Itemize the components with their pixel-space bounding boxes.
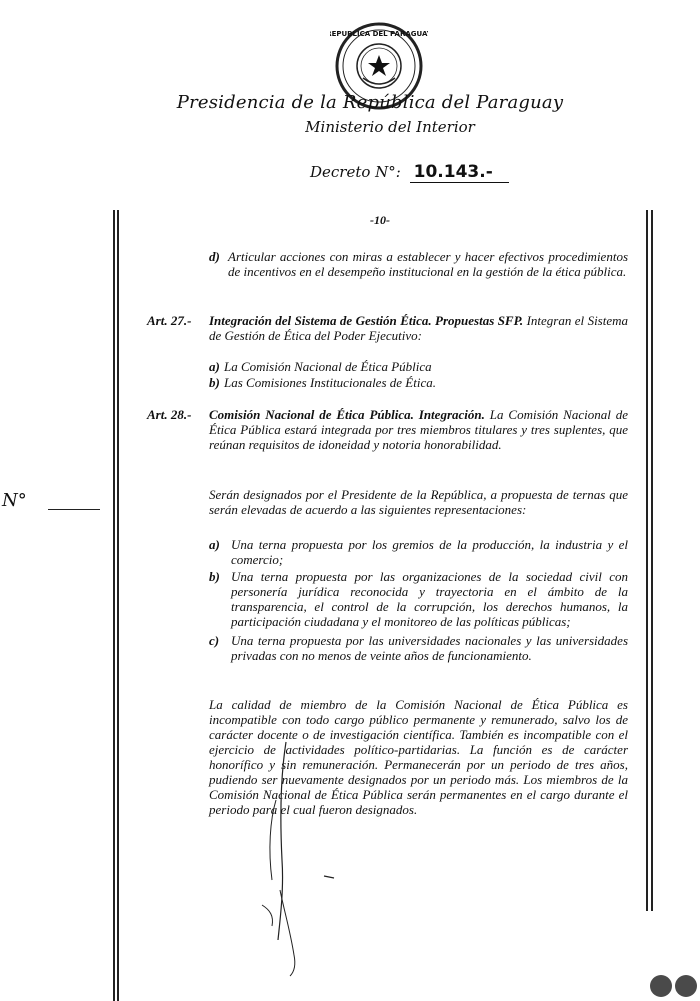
art27-item-a-letter: a) bbox=[209, 359, 220, 374]
decree-number: 10.143.- bbox=[410, 162, 509, 183]
item-d-text: Articular acciones con miras a establecer y hacer efectivos procedimientos de incentivos en el desempeño institucional en la gestión de la ética pública. bbox=[228, 249, 628, 279]
margin-number-line bbox=[48, 509, 100, 510]
margin-number-label: N° bbox=[2, 490, 27, 511]
art28-item-a-text: Una terna propuesta por los gremios de la producción, la industria y el comercio; bbox=[231, 537, 628, 567]
item-d-letter: d) bbox=[209, 249, 220, 264]
page-number: -10- bbox=[370, 213, 390, 227]
right-margin-line-2 bbox=[651, 210, 653, 911]
art28-item-b-letter: b) bbox=[209, 569, 220, 584]
art27-label: Art. 27.- bbox=[147, 313, 192, 328]
seal-text: REPUBLICA DEL PARAGUAY bbox=[330, 30, 428, 38]
art28-item-b-text: Una terna propuesta por las organizaciones de la sociedad civil con personería jurídica reconocida y trayectoria en el ámbito de la transparencia, el control de la corrupción, los derechos humanos, la participación ciudadana y el monitoreo de las políticas públicas; bbox=[231, 569, 628, 629]
art28-label: Art. 28.- bbox=[147, 407, 192, 422]
art28-item-c-text: Una terna propuesta por las universidades nacionales y las universidades privadas con no menos de veinte años de funcionamiento. bbox=[231, 633, 628, 663]
art28-item-a-letter: a) bbox=[209, 537, 220, 552]
art27-title: Integración del Sistema de Gestión Ética. Propuestas SFP. bbox=[209, 313, 524, 328]
footer-circle-icon bbox=[650, 975, 672, 997]
art27-item-b-letter: b) bbox=[209, 375, 220, 390]
left-margin-line-2 bbox=[117, 210, 119, 1001]
footer-circle-icon-2 bbox=[675, 975, 697, 997]
art28-title: Comisión Nacional de Ética Pública. Integración. bbox=[209, 407, 485, 422]
decree-header bbox=[310, 162, 509, 183]
art27-paragraph bbox=[209, 313, 628, 343]
art28-text: La Comisión Nacional de Ética Pública estará integrada por tres miembros titulares y tres suplentes, que reúnan requisitos de idoneidad y notoria honorabilidad. bbox=[209, 407, 628, 452]
art28-para3: La calidad de miembro de la Comisión Nacional de Ética Pública es incompatible con todo cargo público permanente y remunerado, salvo los de carácter docente o de investigación científica. También es incompatible con el ejercicio de actividades político-partidarias. La función es de carácter honorífico y sin remuneración. Permanecerán por un periodo de tres años, pudiendo ser nuevamente designados por un periodo más. Los miembros de la Comisión Nacional de Ética Pública serán permanentes en el cargo durante el periodo para el cual fueron designados. bbox=[209, 697, 628, 817]
letterhead-ministry: Ministerio del Interior bbox=[305, 118, 475, 136]
art27-item-b-text: Las Comisiones Institucionales de Ética. bbox=[224, 375, 436, 390]
art28-item-c-letter: c) bbox=[209, 633, 220, 648]
art28-para2: Serán designados por el Presidente de la República, a propuesta de ternas que serán elevadas de acuerdo a las siguientes representaciones: bbox=[209, 487, 628, 517]
signature-mark bbox=[250, 740, 370, 980]
right-margin-line bbox=[646, 210, 648, 911]
art28-paragraph bbox=[209, 407, 628, 452]
left-margin-line bbox=[113, 210, 115, 1001]
art27-text: Integran el Sistema de Gestión de Ética del Poder Ejecutivo: bbox=[209, 313, 629, 343]
decree-label: Decreto N°: bbox=[310, 163, 401, 181]
letterhead-presidency: Presidencia de la República del Paraguay bbox=[176, 92, 564, 113]
art27-item-a-text: La Comisión Nacional de Ética Pública bbox=[224, 359, 432, 374]
